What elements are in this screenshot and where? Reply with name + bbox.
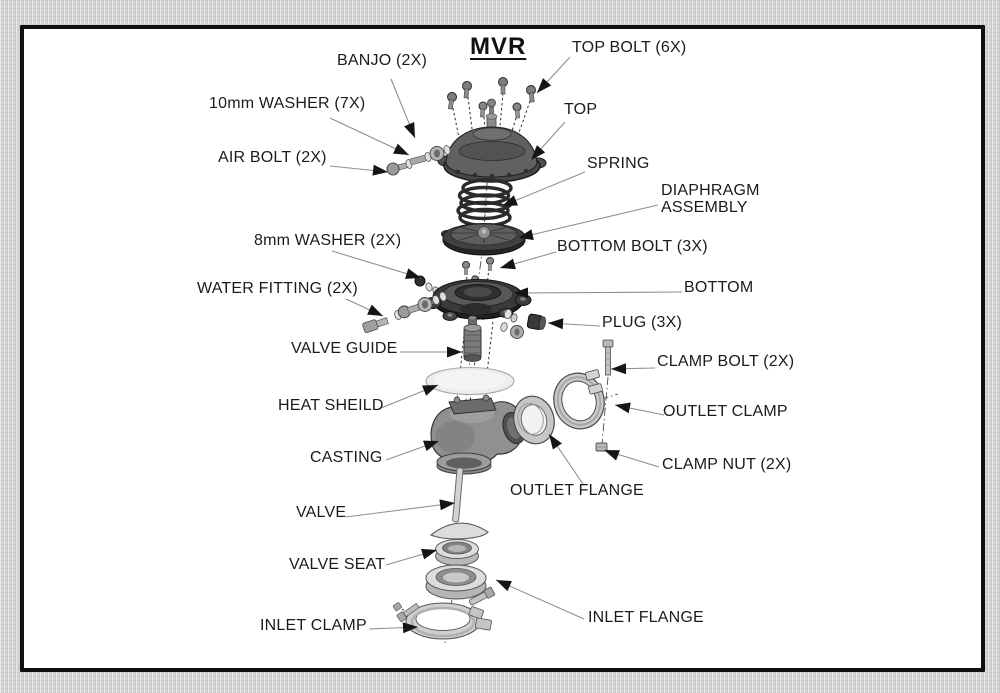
part-valve — [431, 468, 488, 539]
label-casting: CASTING — [310, 449, 383, 466]
part-clamp-nut — [596, 443, 607, 451]
label-inlet-flange: INLET FLANGE — [588, 609, 704, 626]
label-air-bolt: AIR BOLT (2X) — [218, 149, 327, 166]
part-heat-shield — [426, 368, 514, 395]
label-8mm-washer: 8mm WASHER (2X) — [254, 232, 402, 249]
label-clamp-bolt: CLAMP BOLT (2X) — [657, 353, 795, 370]
label-top: TOP — [564, 101, 598, 118]
part-spring — [458, 180, 511, 226]
page-title: MVR — [470, 33, 527, 60]
label-valve: VALVE — [296, 504, 347, 521]
part-plug-hardware — [500, 308, 547, 338]
label-inlet-clamp: INLET CLAMP — [260, 617, 367, 634]
label-diaphragm-assembly: DIAPHRAGM ASSEMBLY — [661, 182, 760, 216]
part-inlet-clamp — [393, 602, 492, 639]
label-heat-sheild: HEAT SHEILD — [278, 397, 384, 414]
part-clamp-bolt — [603, 340, 613, 375]
label-water-fitting: WATER FITTING (2X) — [197, 280, 358, 297]
label-clamp-nut: CLAMP NUT (2X) — [662, 456, 792, 473]
part-diaphragm-assembly — [442, 224, 526, 256]
label-bottom-bolt: BOTTOM BOLT (3X) — [557, 238, 708, 255]
label-outlet-clamp: OUTLET CLAMP — [663, 403, 788, 420]
part-valve-guide — [464, 316, 481, 362]
part-casting — [431, 395, 529, 474]
label-banjo: BANJO (2X) — [337, 52, 428, 69]
part-valve-seat — [436, 540, 479, 566]
label-outlet-flange: OUTLET FLANGE — [510, 482, 644, 499]
label-valve-seat: VALVE SEAT — [289, 556, 386, 573]
label-plug: PLUG (3X) — [602, 314, 683, 331]
label-bottom: BOTTOM — [684, 279, 754, 296]
label-spring: SPRING — [587, 155, 650, 172]
label-10mm-washer: 10mm WASHER (7X) — [209, 95, 366, 112]
label-top-bolt: TOP BOLT (6X) — [572, 39, 687, 56]
label-valve-guide: VALVE GUIDE — [291, 340, 398, 357]
part-outlet-clamp — [548, 367, 611, 434]
part-inlet-flange — [426, 565, 495, 607]
part-top — [438, 99, 546, 182]
